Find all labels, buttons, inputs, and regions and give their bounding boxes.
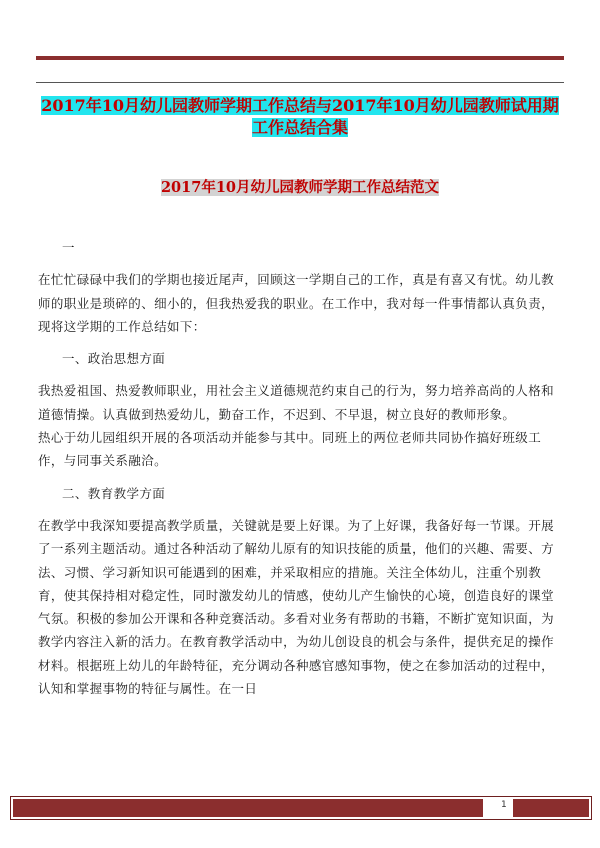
document-body: [38, 236, 566, 700]
section-marker: 一: [62, 240, 75, 255]
paragraph-intro: 在忙忙碌碌中我们的学期也接近尾声，回顾这一学期自己的工作，真是有喜又有忧。幼儿教师的职业是琐碎的、细小的，但我热爱我的职业。在工作中，我对每一件事情都认真负责，现将这学期的工作总结如下：: [38, 272, 555, 334]
document-subtitle: [40, 178, 560, 198]
heading-politics: 一、政治思想方面: [62, 351, 166, 367]
footer-bar-right: [513, 799, 589, 817]
document-title: [40, 95, 560, 139]
document-subtitle-text: 2017年10月幼儿园教师学期工作总结范文: [160, 179, 440, 196]
header-bar: [36, 56, 564, 60]
footer-bar-left: [13, 799, 483, 817]
paragraph-teaching: 在教学中我深知要提高教学质量，关键就是要上好课。为了上好课，我备好每一节课。开展了一系列主题活动。通过各种活动了解幼儿原有的知识技能的质量，他们的兴趣、需要、方法、习惯、学习新知识可能遇到的困难，并采取相应的措施。关注全体幼儿，注重个别教育，使其保持相对稳定性，同时激发幼儿的情感，使幼儿产生愉快的心境，创造良好的课堂气氛。积极的参加公开课和各种竞赛活动。多看对业务有帮助的书籍，不断扩宽知识面，为教学内容注入新的活力。在教育教学活动中，为幼儿创设良的机会与条件，提供充足的操作材料。根据班上幼儿的年龄特征，充分调动各种感官感知事物，使之在参加活动的过程中，认知和掌握事物的特征与属性。在一日: [38, 517, 555, 697]
page-number: 1: [501, 800, 507, 810]
paragraph-politics: 我热爱祖国、热爱教师职业，用社会主义道德规范约束自己的行为，努力培养高尚的人格和道德情操。认真做到热爱幼儿，勤奋工作，不迟到、不早退，树立良好的教师形象。: [38, 383, 555, 422]
paragraph-activities: 热心于幼儿园组织开展的各项活动并能参与其中。同班上的两位老师共同协作搞好班级工作，与同事关系融洽。: [38, 430, 542, 469]
page-footer: [10, 796, 592, 820]
document-title-text: 2017年10月幼儿园教师学期工作总结与2017年10月幼儿园教师试用期工作总结合集: [41, 96, 559, 137]
header-rule: [36, 82, 564, 83]
heading-teaching: 二、教育教学方面: [62, 485, 166, 501]
